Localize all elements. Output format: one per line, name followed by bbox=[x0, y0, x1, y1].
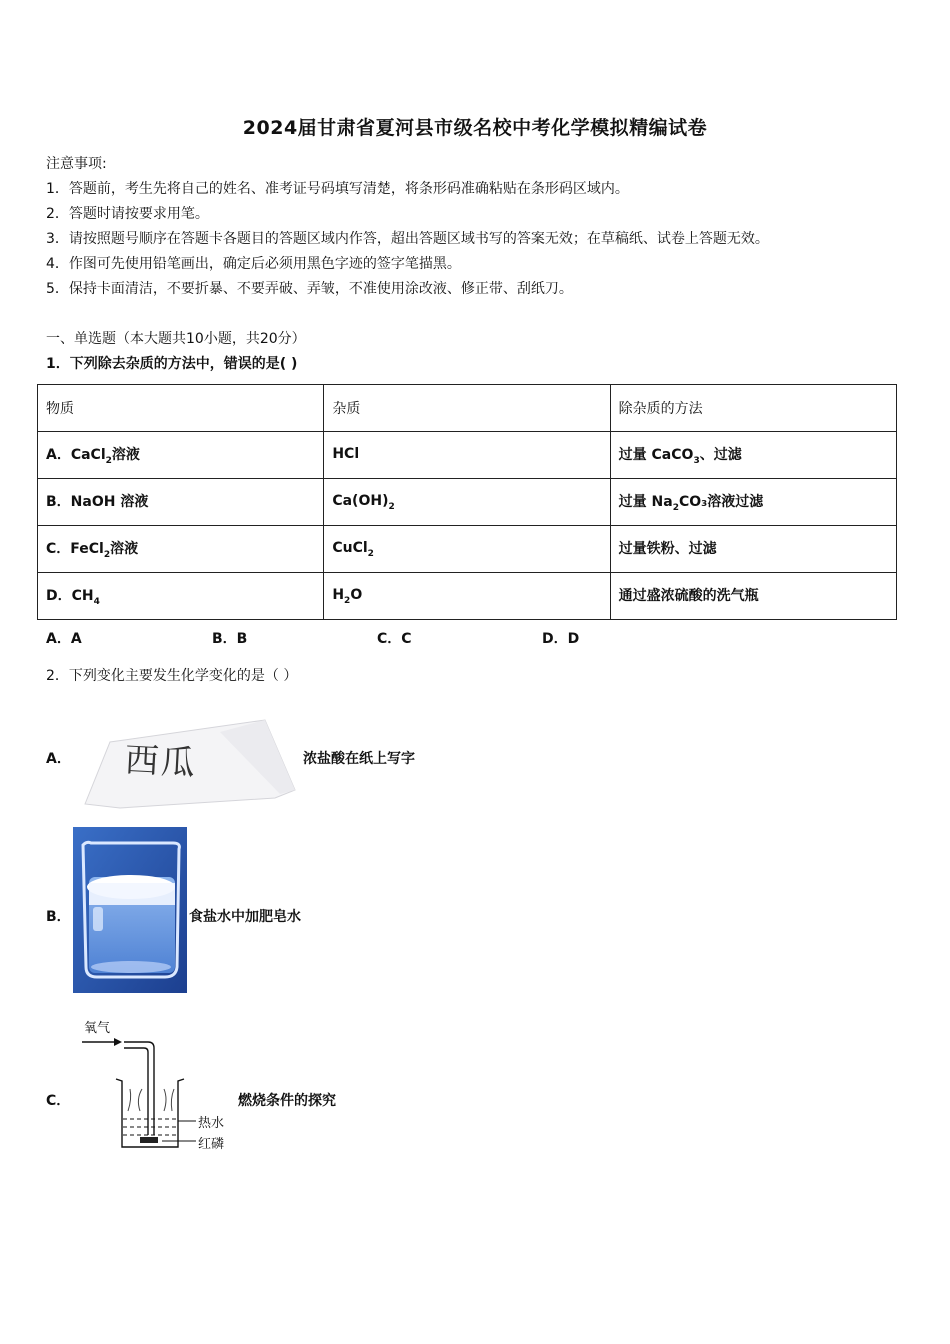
paper-writing-image bbox=[80, 712, 305, 812]
table-cell: 通过盛浓硫酸的洗气瓶 bbox=[610, 573, 896, 620]
question-1-table bbox=[37, 384, 897, 620]
notice-item: 2．答题时请按要求用笔。 bbox=[46, 206, 209, 222]
choice-b-caption: 食盐水中加肥皂水 bbox=[189, 909, 301, 925]
table-cell: $Ca(OH)_2$ bbox=[324, 479, 610, 526]
notice-heading: 注意事项: bbox=[46, 156, 107, 172]
table-cell: B．NaOH 溶液 bbox=[38, 479, 324, 526]
table-row bbox=[38, 526, 897, 573]
table-cell: 过量铁粉、过滤 bbox=[610, 526, 896, 573]
table-cell: $H_2O$ bbox=[324, 573, 610, 620]
question-1-stem: 1．下列除去杂质的方法中，错误的是( ) bbox=[46, 356, 298, 372]
option-c[interactable]: C．C bbox=[377, 631, 412, 647]
table-cell: D．$CH_4$ bbox=[38, 573, 324, 620]
notice-item: 3．请按照题号顺序在答题卡各题目的答题区域内作答，超出答题区域书写的答案无效；在草稿纸、试卷上答题无效。 bbox=[46, 231, 769, 247]
notice-item: 5．保持卡面清洁，不要折暴、不要弄破、弄皱，不准使用涂改液、修正带、刮纸刀。 bbox=[46, 281, 573, 297]
page-title: 2024届甘肃省夏河县市级名校中考化学模拟精编试卷 bbox=[242, 117, 708, 139]
choice-c-caption: 燃烧条件的探究 bbox=[238, 1093, 336, 1109]
section-heading: 一、单选题（本大题共10小题，共20分） bbox=[46, 331, 306, 347]
notice-item: 4．作图可先使用铅笔画出，确定后必须用黑色字迹的签字笔描黑。 bbox=[46, 256, 461, 272]
notice-item: 1．答题前，考生先将自己的姓名、准考证号码填写清楚，将条形码准确粘贴在条形码区域内。 bbox=[46, 181, 629, 197]
table-row bbox=[38, 573, 897, 620]
oxygen-label: 氧气 bbox=[84, 1021, 111, 1036]
table-cell: C．FeCl$_2$溶液 bbox=[38, 526, 324, 573]
table-cell: A．CaCl$_2$溶液 bbox=[38, 432, 324, 479]
table-row bbox=[38, 479, 897, 526]
table-header-row bbox=[38, 385, 897, 432]
paper-writing-text: 西瓜 bbox=[123, 740, 198, 784]
choice-c-letter[interactable]: C． bbox=[46, 1093, 71, 1109]
choice-a-letter[interactable]: A． bbox=[46, 751, 71, 767]
table-header-cell: 物质 bbox=[38, 385, 324, 432]
choice-b-letter[interactable]: B． bbox=[46, 909, 71, 925]
option-d[interactable]: D．D bbox=[542, 631, 580, 647]
hot-water-label: 热水 bbox=[198, 1116, 225, 1131]
choice-a-caption: 浓盐酸在纸上写字 bbox=[303, 751, 415, 767]
table-cell: HCl bbox=[324, 432, 610, 479]
option-a[interactable]: A．A bbox=[46, 631, 82, 647]
table-header-cell: 除杂质的方法 bbox=[610, 385, 896, 432]
red-phosphorus-label: 红磷 bbox=[198, 1137, 225, 1152]
table-cell: 过量 CaCO$_3$、过滤 bbox=[610, 432, 896, 479]
table-cell: 过量 $Na_2CO_3$溶液过滤 bbox=[610, 479, 896, 526]
table-cell: CuCl$_2$ bbox=[324, 526, 610, 573]
table-header-cell: 杂质 bbox=[324, 385, 610, 432]
table-row bbox=[38, 432, 897, 479]
option-b[interactable]: B．B bbox=[212, 631, 248, 647]
beaker-soap-water-image bbox=[73, 827, 187, 993]
question-2-stem: 2．下列变化主要发生化学变化的是（ ） bbox=[46, 668, 298, 684]
combustion-experiment-diagram bbox=[78, 1015, 238, 1155]
